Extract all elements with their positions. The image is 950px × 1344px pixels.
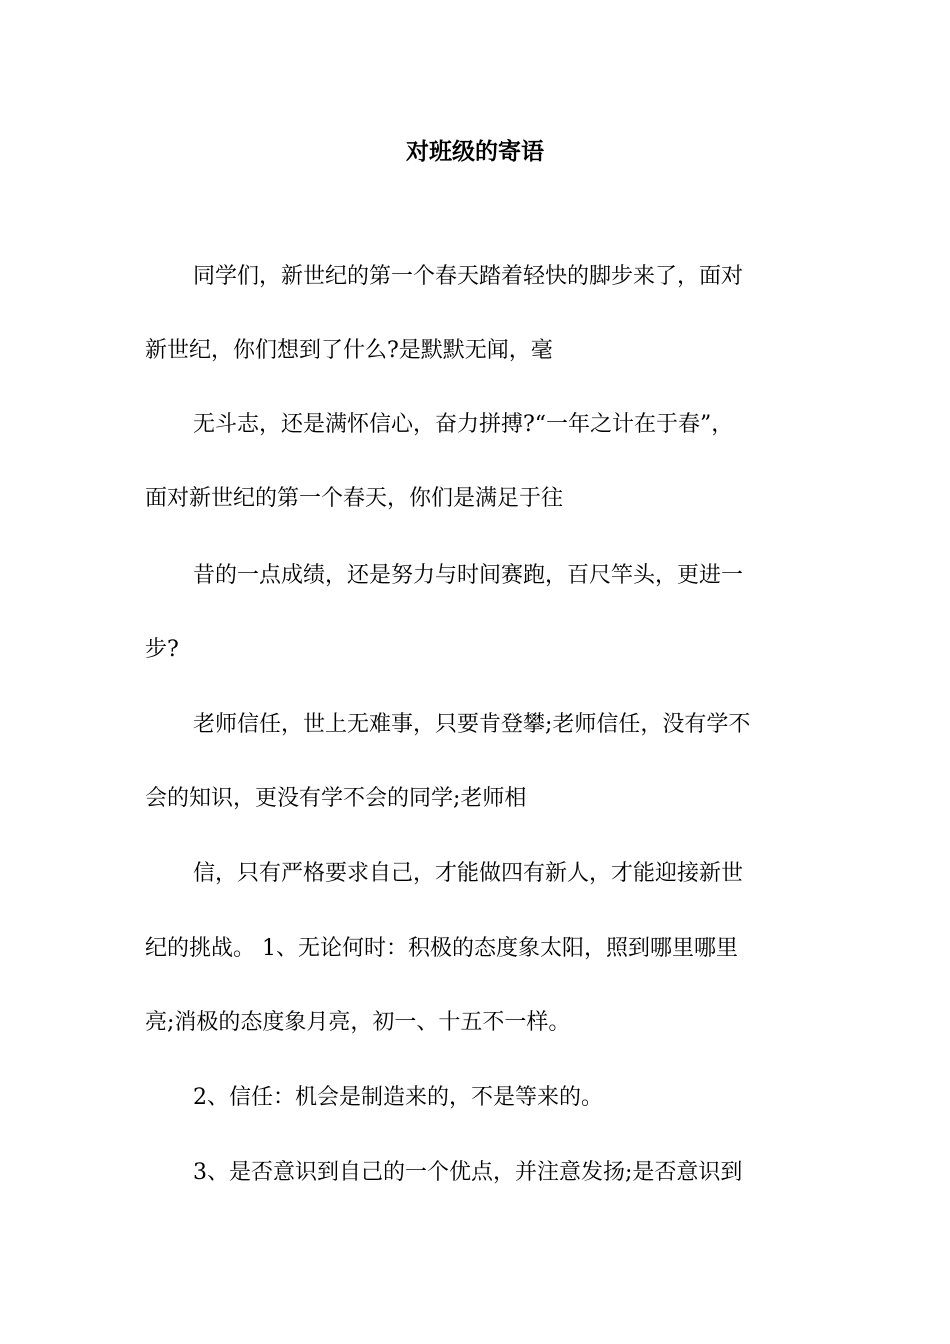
paragraph-line: 老师信任，世上无难事，只要肯登攀;老师信任，没有学不 — [193, 712, 751, 737]
paragraph-line: 3、是否意识到自己的一个优点，并注意发扬;是否意识到 — [193, 1160, 743, 1185]
paragraph-line: 会的知识，更没有学不会的同学;老师相 — [145, 786, 527, 811]
paragraph-line: 纪的挑战。 1、无论何时：积极的态度象太阳，照到哪里哪里 — [145, 936, 738, 961]
paragraph-line: 亮;消极的态度象月亮，初一、十五不一样。 — [145, 1010, 571, 1035]
paragraph-line: 信，只有严格要求自己，才能做四有新人，才能迎接新世 — [193, 861, 744, 886]
paragraph-line: 同学们，新世纪的第一个春天踏着轻快的脚步来了，面对 — [193, 264, 744, 289]
document-title: 对班级的寄语 — [406, 139, 544, 165]
paragraph-line: 面对新世纪的第一个春天，你们是满足于往 — [145, 486, 564, 511]
paragraph-line: 无斗志，还是满怀信心，奋力拼搏?“一年之计在于春”， — [193, 412, 734, 437]
paragraph-line: 2、信任：机会是制造来的，不是等来的。 — [193, 1085, 603, 1110]
paragraph-line: 昔的一点成绩，还是努力与时间赛跑，百尺竿头，更进一 — [193, 563, 744, 588]
paragraph-line: 步? — [145, 637, 179, 662]
paragraph-line: 新世纪，你们想到了什么?是默默无闻，毫 — [145, 338, 553, 363]
